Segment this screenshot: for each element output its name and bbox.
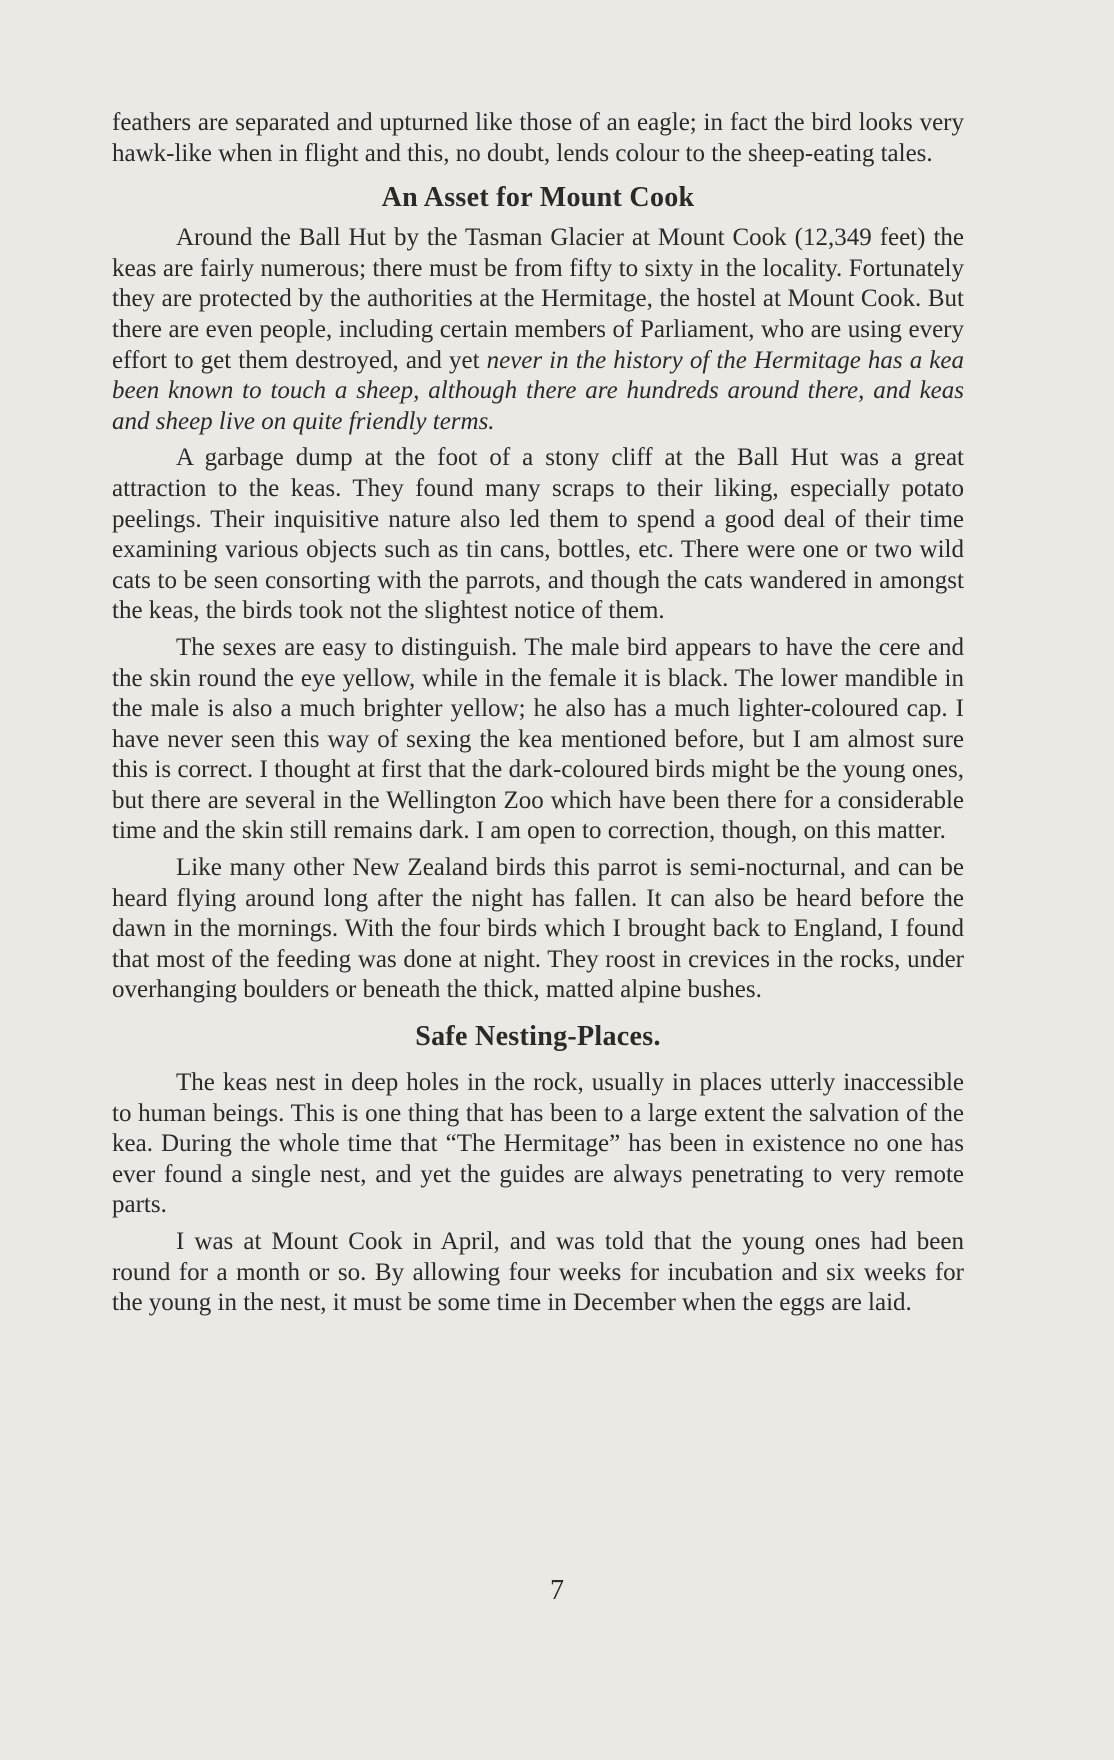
paragraph-mount-cook-april: I was at Mount Cook in April, and was told that the young ones had been round for a month or so. By allowing four weeks for incubation and six weeks for the young in the nest, it must be some time in December when the eggs are laid. (112, 1228, 964, 1317)
heading-safe-nesting-places: Safe Nesting-Places. (415, 1021, 661, 1053)
page-number: 7 (550, 1575, 564, 1606)
paragraph-nest-holes: The keas nest in deep holes in the rock, usually in places utterly inaccessible to human beings. This is one thing that has been to a large extent the salvation of the kea. During the whole time that “The Hermitage” has been in existence no one has ever found a single nest, and yet the guides are always penetrating to very remote parts. (112, 1069, 964, 1219)
paragraph-ball-hut (112, 223, 964, 437)
paragraph-sexes: The sexes are easy to distinguish. The male bird appears to have the cere and the skin round the eye yellow, while in the female it is black. The lower mandible in the male is also a much brighter yellow; he also has a much lighter-coloured cap. I have never seen this way of sexing the kea mentioned before, but I am almost sure this is correct. I thought at first that the dark-coloured birds might be the young ones, but there are several in the Wellington Zoo which have been there for a considerable time and the skin still remains dark. I am open to correction, though, on this matter. (112, 633, 964, 845)
page-body (112, 108, 964, 1319)
heading-asset-for-mount-cook: An Asset for Mount Cook (381, 182, 695, 214)
paragraph-nocturnal: Like many other New Zealand birds this parrot is semi-nocturnal, and can be heard flying around long after the night has fallen. It can also be heard before the dawn in the mornings. With the four birds which I brought back to England, I found that most of the feeding was done at night. They roost in crevices in the rocks, under overhanging boulders or beneath the thick, matted alpine bushes. (112, 854, 964, 1004)
paragraph-ball-hut-italic: never in the history of the Hermitage has a kea been known to touch a sheep, although there are hundreds around there, and keas and sheep live on quite friendly terms. (112, 346, 964, 435)
paragraph-ball-hut-text: Around the Ball Hut by the Tasman Glacier at Mount Cook (12,349 feet) the keas are fairly numerous; there must be from fifty to sixty in the locality. Fortunately they are protected by the authorities at the Hermitage, the hostel at Mount Cook. But there are even people, including certain members of Parliament, who are using every effort to get them destroyed, and yet (112, 224, 964, 374)
paragraph-continuation: feathers are separated and upturned like those of an eagle; in fact the bird looks very hawk-like when in flight and this, no doubt, lends colour to the sheep-eating tales. (112, 109, 964, 167)
paragraph-garbage-dump: A garbage dump at the foot of a stony cliff at the Ball Hut was a great attraction to the keas. They found many scraps to their liking, especially potato peelings. Their inquisitive nature also led them to spend a good deal of their time examining various objects such as tin cans, bottles, etc. There were one or two wild cats to be seen consorting with the parrots, and though the cats wandered in amongst the keas, the birds took not the slightest notice of them. (112, 444, 964, 625)
